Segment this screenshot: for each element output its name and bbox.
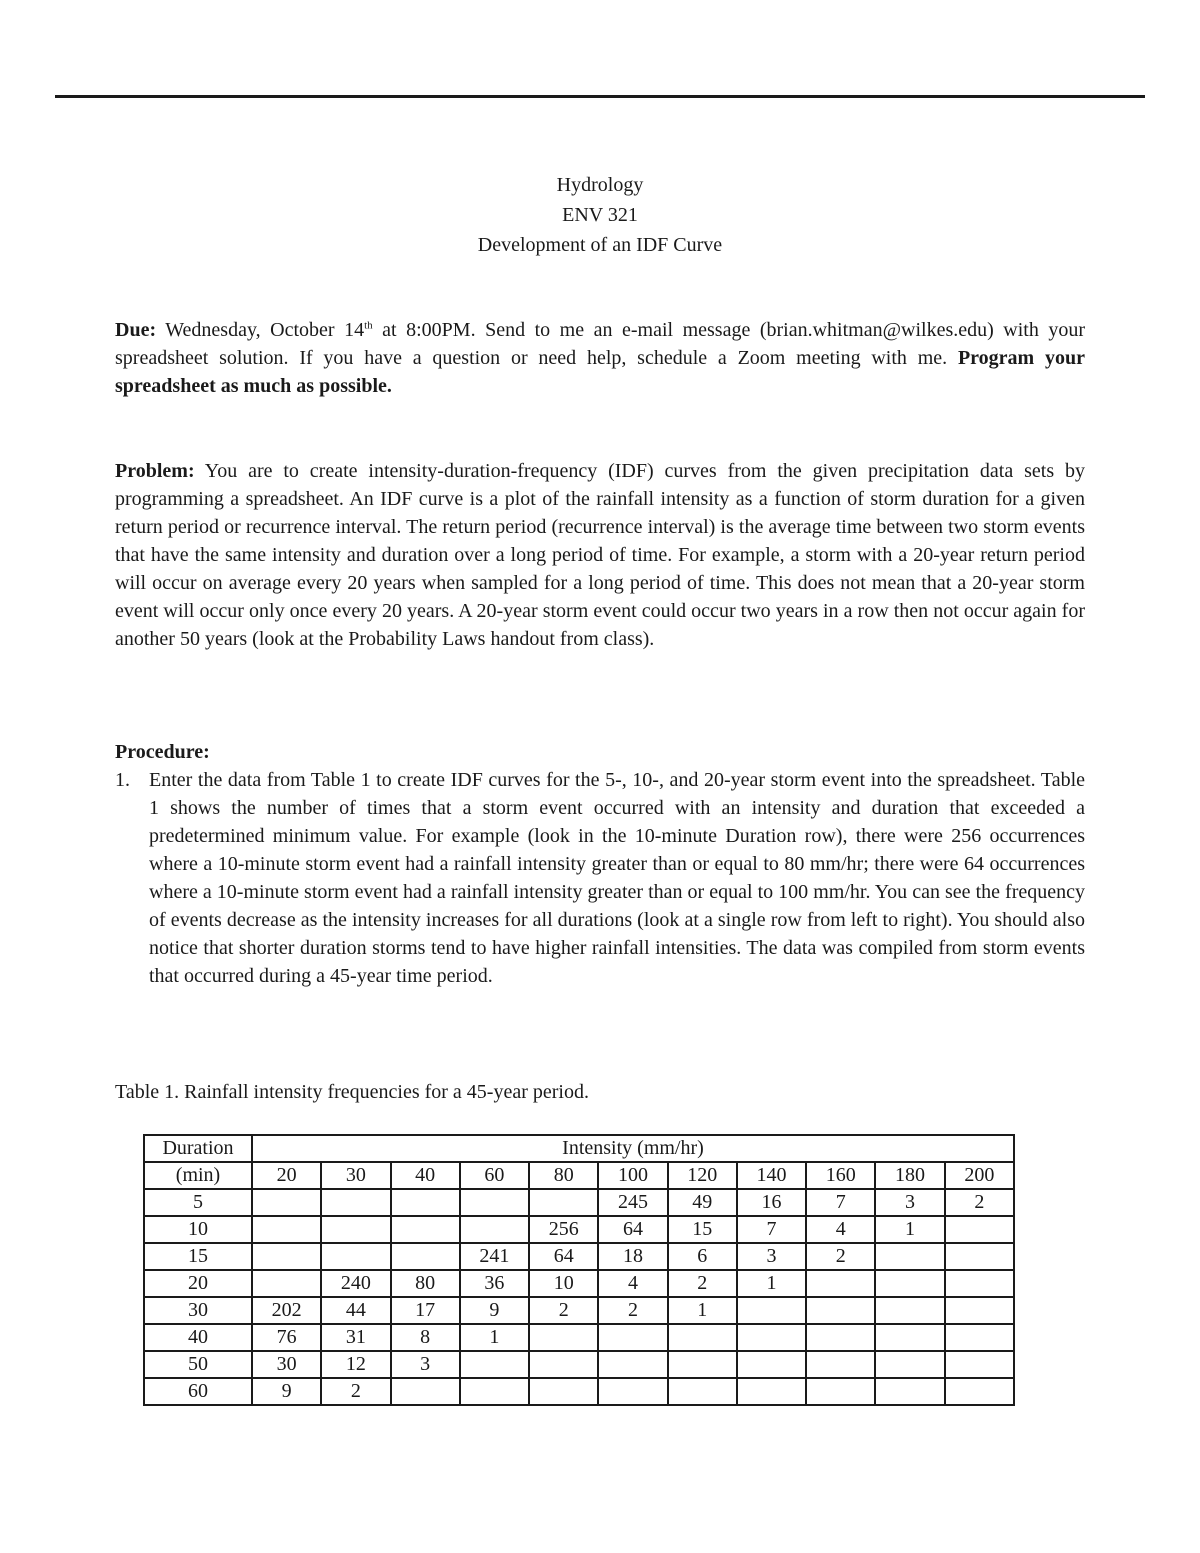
- table-cell: 241: [460, 1243, 529, 1270]
- table-cell: [945, 1378, 1014, 1405]
- course-code: ENV 321: [562, 204, 638, 226]
- duration-cell: 30: [144, 1297, 252, 1324]
- table-cell: 80: [391, 1270, 460, 1297]
- procedure-step-1: [115, 766, 1085, 990]
- duration-cell: 60: [144, 1378, 252, 1405]
- due-superscript: th: [364, 319, 373, 332]
- procedure-heading: Procedure:: [115, 741, 210, 763]
- table-column-row: [144, 1162, 1014, 1189]
- table-cell: 17: [391, 1297, 460, 1324]
- table-header-row: [144, 1135, 1014, 1162]
- table-cell: [875, 1324, 944, 1351]
- table-cell: [460, 1216, 529, 1243]
- table-row: [144, 1324, 1014, 1351]
- column-header: 100: [598, 1162, 667, 1189]
- table-cell: 9: [252, 1378, 321, 1405]
- table-cell: [252, 1270, 321, 1297]
- table-cell: 1: [460, 1324, 529, 1351]
- table-cell: [875, 1243, 944, 1270]
- table-row: [144, 1189, 1014, 1216]
- table-cell: [945, 1216, 1014, 1243]
- table-cell: 7: [737, 1216, 806, 1243]
- column-header: 120: [668, 1162, 737, 1189]
- column-header: 180: [875, 1162, 944, 1189]
- problem-label: Problem:: [115, 460, 195, 482]
- table-cell: 3: [875, 1189, 944, 1216]
- due-emphasis: Program your spreadsheet as much as possible.: [115, 347, 1085, 397]
- table-cell: 1: [668, 1297, 737, 1324]
- table-cell: [321, 1216, 390, 1243]
- table-cell: [875, 1270, 944, 1297]
- table-cell: 31: [321, 1324, 390, 1351]
- assignment-title: Development of an IDF Curve: [477, 234, 723, 256]
- table-cell: [321, 1243, 390, 1270]
- table-cell: [945, 1324, 1014, 1351]
- table-cell: 10: [529, 1270, 598, 1297]
- table-cell: 64: [598, 1216, 667, 1243]
- table-row: [144, 1297, 1014, 1324]
- table-cell: 4: [806, 1216, 875, 1243]
- table-cell: 6: [668, 1243, 737, 1270]
- table-cell: [875, 1378, 944, 1405]
- table-cell: [806, 1297, 875, 1324]
- step-number: 1.: [115, 769, 130, 791]
- due-text-b: at 8:00PM. Send to me an e-mail message (brian.whitman@wilkes.edu) with your spreadsheet solution. If you have a question or need help, schedule a Zoom meeting with me.: [115, 319, 1086, 369]
- table-cell: 2: [529, 1297, 598, 1324]
- duration-cell: 20: [144, 1270, 252, 1297]
- table-row: [144, 1216, 1014, 1243]
- table-cell: 256: [529, 1216, 598, 1243]
- column-header: 80: [529, 1162, 598, 1189]
- table-cell: 245: [598, 1189, 667, 1216]
- table-cell: [668, 1378, 737, 1405]
- table-cell: [460, 1378, 529, 1405]
- course-title: Hydrology: [556, 174, 644, 196]
- table-cell: 36: [460, 1270, 529, 1297]
- table-cell: 9: [460, 1297, 529, 1324]
- duration-cell: 40: [144, 1324, 252, 1351]
- table-cell: [945, 1351, 1014, 1378]
- table-cell: [875, 1351, 944, 1378]
- table-cell: [391, 1189, 460, 1216]
- table-cell: [598, 1324, 667, 1351]
- table-cell: 2: [806, 1243, 875, 1270]
- table-cell: [391, 1378, 460, 1405]
- table-cell: 76: [252, 1324, 321, 1351]
- duration-cell: 5: [144, 1189, 252, 1216]
- table-cell: [598, 1351, 667, 1378]
- table-cell: 12: [321, 1351, 390, 1378]
- table-cell: [668, 1351, 737, 1378]
- column-header: 140: [737, 1162, 806, 1189]
- table-cell: 2: [668, 1270, 737, 1297]
- duration-cell: 15: [144, 1243, 252, 1270]
- table-cell: 2: [945, 1189, 1014, 1216]
- table-cell: [945, 1243, 1014, 1270]
- table-cell: [252, 1216, 321, 1243]
- due-label: Due:: [115, 319, 157, 341]
- intensity-frequency-table: [143, 1134, 1015, 1406]
- table-cell: [806, 1270, 875, 1297]
- column-header: 200: [945, 1162, 1014, 1189]
- table-cell: 7: [806, 1189, 875, 1216]
- due-text-a: Wednesday, October 14: [156, 319, 365, 341]
- step-text: Enter the data from Table 1 to create IDF curves for the 5-, 10-, and 20-year storm event into the spreadsheet. Table 1 shows the number of times that a storm event occurred with an intensity and duration that exceeded a predetermined minimum value. For example (look in the 10-minute Duration row), there were 256 occurrences where a 10-minute storm event had a rainfall intensity greater than or equal to 80 mm/hr; there were 64 occurrences where a 10-minute storm event had a rainfall intensity greater than or equal to 100 mm/hr. You can see the frequency of events decrease as the intensity increases for all durations (look at a single row from left to right). You should also notice that shorter duration storms tend to have higher rainfall intensities. The data was compiled from storm events that occurred during a 45-year time period.: [149, 769, 1085, 987]
- table-cell: [529, 1189, 598, 1216]
- intensity-group-header: Intensity (mm/hr): [252, 1135, 1014, 1162]
- table-cell: 2: [598, 1297, 667, 1324]
- title-block: [0, 170, 1200, 260]
- table-cell: [529, 1351, 598, 1378]
- table-row: [144, 1378, 1014, 1405]
- corner-header-bottom: (min): [144, 1162, 252, 1189]
- table-row: [144, 1270, 1014, 1297]
- table-cell: 64: [529, 1243, 598, 1270]
- table-cell: [737, 1351, 806, 1378]
- table-cell: [875, 1297, 944, 1324]
- table-cell: [529, 1378, 598, 1405]
- table-cell: [529, 1324, 598, 1351]
- table-cell: 1: [737, 1270, 806, 1297]
- table-cell: 8: [391, 1324, 460, 1351]
- table-cell: [391, 1216, 460, 1243]
- table-cell: [668, 1324, 737, 1351]
- header-rule: [55, 95, 1145, 98]
- table-row: [144, 1243, 1014, 1270]
- column-header: 30: [321, 1162, 390, 1189]
- problem-text: You are to create intensity-duration-frequency (IDF) curves from the given precipitation data sets by programming a spreadsheet. An IDF curve is a plot of the rainfall intensity as a function of storm duration for a given return period or recurrence interval. The return period (recurrence interval) is the average time between two storm events that have the same intensity and duration over a long period of time. For example, a storm with a 20-year return period will occur on average every 20 years when sampled for a long period of time. This does not mean that a 20-year storm event will occur only once every 20 years. A 20-year storm event could occur two years in a row then not occur again for another 50 years (look at the Probability Laws handout from class).: [115, 460, 1085, 650]
- table-cell: 18: [598, 1243, 667, 1270]
- table-cell: 44: [321, 1297, 390, 1324]
- table-cell: [806, 1378, 875, 1405]
- table-cell: [945, 1297, 1014, 1324]
- table-cell: [460, 1189, 529, 1216]
- table-cell: [321, 1189, 390, 1216]
- table-cell: 1: [875, 1216, 944, 1243]
- table-cell: [806, 1324, 875, 1351]
- duration-cell: 10: [144, 1216, 252, 1243]
- due-paragraph: [115, 316, 1085, 400]
- table-cell: 16: [737, 1189, 806, 1216]
- corner-header-top: Duration: [144, 1135, 252, 1162]
- table-cell: [252, 1189, 321, 1216]
- table-cell: 202: [252, 1297, 321, 1324]
- table-cell: 2: [321, 1378, 390, 1405]
- table-cell: [252, 1243, 321, 1270]
- table-cell: [945, 1270, 1014, 1297]
- column-header: 160: [806, 1162, 875, 1189]
- column-header: 60: [460, 1162, 529, 1189]
- table-cell: 3: [391, 1351, 460, 1378]
- duration-cell: 50: [144, 1351, 252, 1378]
- table-cell: [806, 1351, 875, 1378]
- table-row: [144, 1351, 1014, 1378]
- table-cell: 4: [598, 1270, 667, 1297]
- table-caption: Table 1. Rainfall intensity frequencies for a 45-year period.: [115, 1081, 589, 1103]
- table-cell: [737, 1378, 806, 1405]
- table-cell: [737, 1297, 806, 1324]
- table-cell: 3: [737, 1243, 806, 1270]
- table-cell: [737, 1324, 806, 1351]
- table-cell: 240: [321, 1270, 390, 1297]
- table-cell: [391, 1243, 460, 1270]
- table-cell: 30: [252, 1351, 321, 1378]
- table-cell: [598, 1378, 667, 1405]
- column-header: 40: [391, 1162, 460, 1189]
- problem-paragraph: [115, 457, 1085, 653]
- table-cell: 49: [668, 1189, 737, 1216]
- column-header: 20: [252, 1162, 321, 1189]
- table-cell: [460, 1351, 529, 1378]
- table-cell: 15: [668, 1216, 737, 1243]
